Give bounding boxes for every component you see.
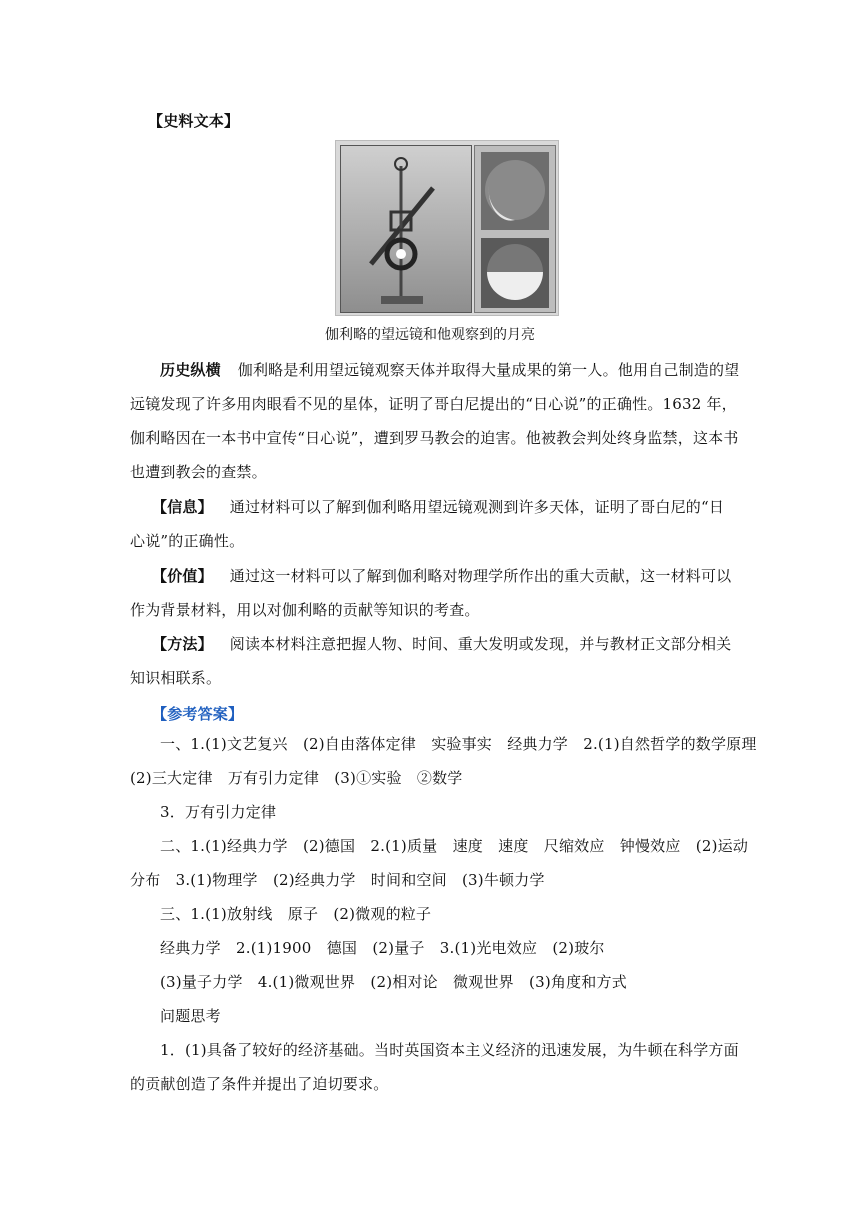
answer-line-5: 分布 3.(1)物理学 (2)经典力学 时间和空间 (3)牛顿力学 [130, 871, 545, 889]
method-line-2: 知识相联系。 [130, 669, 222, 687]
method-label: 【方法】 [152, 635, 213, 653]
answer-line-11: 的贡献创造了条件并提出了迫切要求。 [130, 1075, 389, 1093]
value-text-1: 通过这一材料可以了解到伽利略对物理学所作出的重大贡献，这一材料可以 [229, 567, 732, 585]
answer-line-8: (3)量子力学 4.(1)微观世界 (2)相对论 微观世界 (3)角度和方式 [160, 973, 627, 991]
info-line-2: 心说”的正确性。 [130, 532, 245, 550]
history-line-1 [160, 353, 760, 387]
history-line-2: 远镜发现了许多用肉眼看不见的星体，证明了哥白尼提出的“日心说”的正确性。1632 年， [130, 395, 737, 413]
info-label: 【信息】 [152, 498, 213, 516]
answer-line-7: 经典力学 2.(1)1900 德国 (2)量子 3.(1)光电效应 (2)玻尔 [160, 939, 605, 957]
answer-line-3: 3．万有引力定律 [160, 803, 277, 821]
section-heading: 【史料文本】 [148, 112, 240, 130]
answer-line-4: 二、1.(1)经典力学 (2)德国 2.(1)质量 速度 速度 尺缩效应 钟慢效应 (2)运动 [160, 837, 749, 855]
method-text-1: 阅读本材料注意把握人物、时间、重大发明或发现，并与教材正文部分相关 [229, 635, 732, 653]
moon-drawing [475, 146, 555, 312]
telescope-image [340, 145, 472, 313]
history-line-3: 伽利略因在一本书中宣传“日心说”，遭到罗马教会的迫害。他被教会判处终身监禁，这本书 [130, 429, 739, 447]
answers-heading: 【参考答案】 [152, 705, 244, 723]
info-line-1 [152, 490, 752, 524]
moon-image [474, 145, 556, 313]
answer-line-1: 一、1.(1)文艺复兴 (2)自由落体定律 实验事实 经典力学 2.(1)自然哲学的数学原理 [160, 735, 757, 753]
history-line-4: 也遭到教会的查禁。 [130, 463, 267, 481]
value-label: 【价值】 [152, 567, 213, 585]
question-heading: 问题思考 [160, 1007, 221, 1025]
value-line-2: 作为背景材料，用以对伽利略的贡献等知识的考查。 [130, 601, 480, 619]
method-line-1 [152, 627, 752, 661]
history-label: 历史纵横 [160, 361, 221, 379]
history-text-1: 伽利略是利用望远镜观察天体并取得大量成果的第一人。他用自己制造的望 [237, 361, 740, 379]
value-line-1 [152, 559, 752, 593]
answer-line-6: 三、1.(1)放射线 原子 (2)微观的粒子 [160, 905, 432, 923]
info-text-1: 通过材料可以了解到伽利略用望远镜观测到许多天体，证明了哥白尼的“日 [229, 498, 725, 516]
answer-line-10: 1．(1)具备了较好的经济基础。当时英国资本主义经济的迅速发展，为牛顿在科学方面 [160, 1041, 739, 1059]
galileo-figure [335, 140, 559, 316]
answer-line-2: (2)三大定律 万有引力定律 (3)①实验 ②数学 [130, 769, 463, 787]
telescope-drawing [341, 146, 471, 312]
figure-caption: 伽利略的望远镜和他观察到的月亮 [325, 327, 535, 343]
